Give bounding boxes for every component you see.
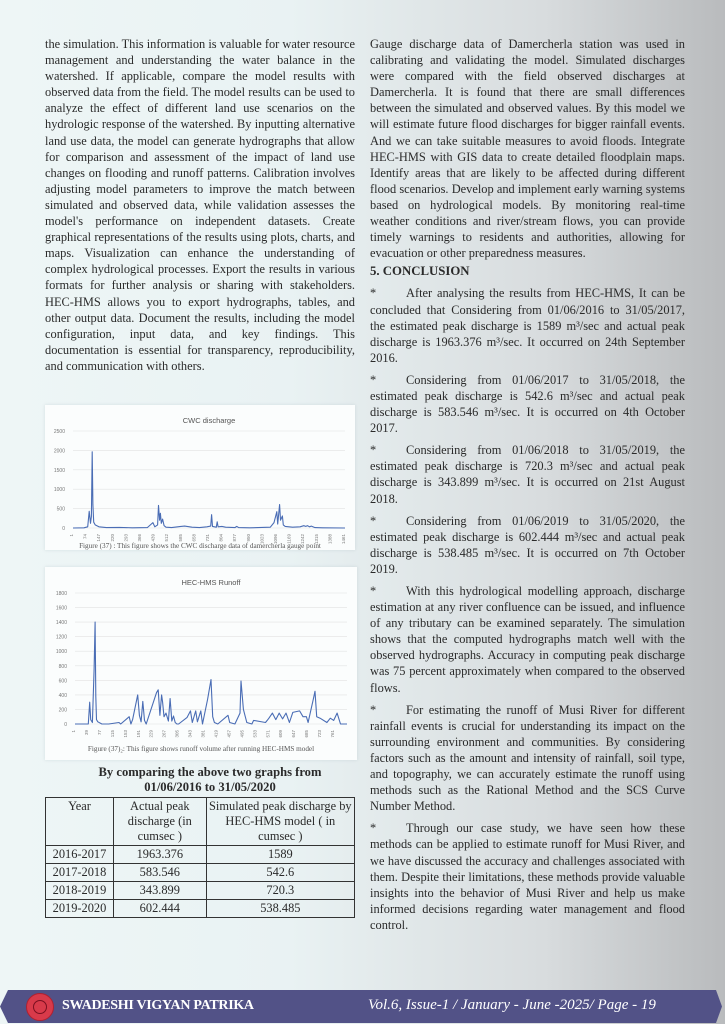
footer-banner: [0, 985, 725, 1018]
x-tick-label: 115: [109, 730, 115, 738]
x-tick-label: 366: [137, 534, 142, 542]
y-tick-label: 0: [62, 526, 65, 532]
x-tick-label: 950: [245, 534, 251, 542]
figure-caption: Figure (37)₂: This figure shows runoff volume after running HEC-HMS model: [87, 745, 315, 753]
figure-cwc-discharge: [45, 405, 355, 550]
cell-simulated: 538.485: [206, 900, 354, 918]
x-tick-label: 512: [164, 534, 170, 542]
x-tick-label: 804: [218, 534, 224, 542]
x-tick-label: 220: [109, 534, 115, 542]
table-title: [70, 765, 350, 795]
right-column: [370, 36, 685, 933]
left-column: [45, 36, 355, 374]
bullet-star-icon: *: [370, 443, 377, 458]
x-tick-label: 731: [205, 534, 210, 542]
bullet-star-icon: *: [370, 702, 377, 717]
x-tick-label: 267: [161, 730, 167, 738]
x-tick-label: 1388: [327, 534, 333, 545]
x-tick-label: 77: [96, 730, 102, 736]
x-tick-label: 229: [148, 730, 154, 738]
y-tick-label: 500: [56, 506, 65, 513]
y-tick-label: 200: [58, 707, 67, 714]
cell-year: 2018-2019: [46, 882, 114, 900]
intro-paragraph: Gauge discharge data of Damercherla station was used in calibrating and validating the model. Simulated discharges were compared with the field observed discharges at Damercherla. It is found that there are small differences between the simulated and observed values. By this model we will estimate future flood discharges for bigger rainfall events. And we can take suitable measures to avoid floods. Integrate HEC-HMS with GIS data to create detailed floodplain maps. Identify areas that are likely to be affected during different flood scenarios. Develop and implement early warning systems based on hydrological models. By monitoring real-time weather conditions and river/stream flows, you can provide timely warnings to residents and authorities, allowing for evacuation or other preparedness measures.: [370, 37, 685, 261]
y-tick-label: 1000: [53, 487, 65, 494]
cell-year: 2017-2018: [46, 864, 114, 882]
bullet-star-icon: *: [370, 286, 377, 301]
bullet-star-icon: *: [370, 513, 377, 528]
table-row: [46, 864, 355, 882]
y-tick-label: 1200: [55, 634, 67, 641]
x-tick-label: 419: [213, 730, 219, 738]
x-tick-label: 1: [69, 534, 74, 537]
x-tick-label: 723: [317, 730, 323, 738]
series-line: [75, 622, 347, 724]
x-tick-label: 343: [187, 730, 193, 738]
bullet-star-icon: *: [370, 372, 377, 387]
x-tick-label: 1315: [313, 534, 319, 545]
conclusion-bullet: [370, 583, 685, 696]
table-row: [46, 882, 355, 900]
bullet-text: Considering from 01/06/2019 to 31/05/2020, the estimated peak discharge is 602.444 m³/sec and actual peak discharge is 538.485 m³/sec. It is occurred on 7th October 2019.: [370, 513, 685, 576]
table-title-line1: By comparing the above two graphs from: [98, 765, 322, 779]
x-tick-label: 439: [150, 534, 156, 542]
chart-title: CWC discharge: [182, 416, 236, 425]
cell-year: 2019-2020: [46, 900, 114, 918]
cell-simulated: 542.6: [206, 864, 354, 882]
y-tick-label: 2500: [53, 429, 65, 435]
x-tick-label: 533: [252, 730, 258, 738]
cell-year: 2016-2017: [46, 846, 114, 864]
bullet-text: Through our case study, we have seen how these methods can be applied to estimate runoff for Musi River, and we have discussed the accuracy and challenges associated with them. Despite their limitations, these methods provide valuable insights into the behavior of Musi River and help us make informed decisions regarding water management and flood control.: [370, 821, 685, 932]
bullet-text: With this hydrological modelling approach, discharge estimation at any river confluence can be issued, and influence of any tributary can be examined separately. The simulation shows that the computed hydrographs match well with the observed hydrographs. Accuracy in computing peak discharge was 75 percent approximately when compared to the observed flows.: [370, 584, 685, 695]
x-tick-label: 1023: [259, 534, 265, 545]
issue-info: Vol.6, Issue-1 / January - June -2025/ Page - 19: [368, 997, 656, 1013]
x-tick-label: 495: [239, 730, 245, 738]
bullet-star-icon: *: [370, 584, 377, 598]
figure-caption: Figure (37) : This figure shows the CWC discharge data of damercherla gauge point: [79, 542, 321, 550]
y-tick-label: 1800: [55, 591, 67, 597]
series-line: [73, 452, 345, 528]
bullet-text: For estimating the runoff of Musi River for different rainfall events is crucial for understanding its impact on the surrounding environment and communities. By considering factors such as the amount and intensity of rainfall, soil type, and topography, we can accurately estimate the runoff using methods such as the Rational Method and the SCS Curve Number Method.: [370, 702, 685, 814]
peak-discharge-table: [45, 797, 355, 918]
x-tick-label: 571: [265, 730, 271, 738]
section-heading: 5. CONCLUSION: [370, 264, 470, 279]
hec-hms-runoff-chart: [45, 567, 357, 747]
x-tick-label: 1096: [273, 534, 278, 545]
x-tick-label: 381: [200, 730, 206, 738]
x-tick-label: 457: [226, 730, 232, 738]
bullet-text: After analysing the results from HEC-HMS, It can be concluded that Considering from 01/06/2016 to 31/05/2017, the estimated peak discharge is 1589 m³/sec and actual peak discharge is 1963.376 m³/sec. It occurred on 24th September 2016.: [370, 286, 685, 365]
cwc-discharge-chart: [45, 405, 355, 545]
bullet-text: Considering from 01/06/2017 to 31/05/2018, the estimated peak discharge is 542.6 m³/sec and actual peak discharge is 583.546 m³/sec. It is occurred on 4th October 2017.: [370, 372, 685, 436]
x-tick-label: 191: [135, 730, 141, 738]
table-row: [46, 900, 355, 918]
cell-simulated: 720.3: [206, 882, 354, 900]
y-tick-label: 400: [58, 692, 67, 699]
x-tick-label: 658: [191, 534, 197, 542]
conclusion-bullet: [370, 820, 685, 933]
y-tick-label: 2000: [53, 448, 65, 455]
chart-title: HEC-HMS Runoff: [181, 578, 241, 587]
cell-actual: 583.546: [113, 864, 206, 882]
journal-name: SWADESHI VIGYAN PATRIKA: [62, 998, 254, 1013]
cell-actual: 343.899: [113, 882, 206, 900]
cell-actual: 1963.376: [113, 846, 206, 864]
conclusion-bullet: [370, 513, 685, 577]
bullet-star-icon: *: [370, 821, 377, 836]
x-tick-label: 39: [83, 730, 89, 736]
table-row: [46, 846, 355, 864]
cell-simulated: 1589: [206, 846, 354, 864]
x-tick-label: 647: [291, 730, 297, 738]
x-tick-label: 1461: [341, 534, 346, 545]
y-tick-label: 1500: [53, 467, 65, 474]
conclusion-bullet: [370, 442, 685, 506]
header-year: Year: [46, 798, 114, 846]
journal-logo-icon: [26, 993, 54, 1021]
x-tick-label: 153: [122, 730, 128, 738]
x-tick-label: 147: [96, 534, 102, 542]
y-tick-label: 1000: [55, 649, 67, 656]
y-tick-label: 600: [58, 678, 67, 685]
x-tick-label: 1: [71, 730, 76, 733]
y-tick-label: 1600: [55, 605, 67, 612]
header-simulated: Simulated peak discharge by HEC-HMS model ( in cumsec ): [206, 798, 354, 846]
table-title-line2: 01/06/2016 to 31/05/2020: [144, 780, 276, 794]
x-tick-label: 1242: [300, 534, 306, 545]
x-tick-label: 293: [123, 534, 129, 542]
header-actual: Actual peak discharge (in cumsec ): [113, 798, 206, 846]
x-tick-label: 685: [304, 730, 310, 738]
x-tick-label: 609: [278, 730, 284, 738]
x-tick-label: 585: [177, 534, 183, 542]
conclusion-bullet: [370, 372, 685, 436]
y-tick-label: 1400: [55, 620, 67, 627]
y-tick-label: 0: [64, 722, 67, 728]
x-tick-label: 877: [232, 534, 238, 542]
conclusion-bullet: [370, 702, 685, 815]
x-tick-label: 761: [330, 730, 336, 738]
x-tick-label: 305: [174, 730, 180, 738]
x-tick-label: 1169: [286, 534, 292, 544]
cell-actual: 602.444: [113, 900, 206, 918]
bullet-text: Considering from 01/06/2018 to 31/05/2019, the estimated peak discharge is 720.3 m³/sec and actual peak discharge is 343.899 m³/sec. It is occurred on 21st August 2018.: [370, 443, 685, 506]
conclusion-bullet: [370, 285, 685, 365]
table-header-row: [46, 798, 355, 846]
x-tick-label: 74: [82, 534, 88, 540]
body-paragraph: the simulation. This information is valuable for water resource management and understanding the water balance in the watershed. If applicable, compare the model results with observed data from the field. The model results can be used to analyze the effect of different land use scenarios on the hydrologic response of the watershed. By inputting alternative land use data, the model can generate hydrographs that allow for comparison and assessment of the impact of land use changes on flooding and runoff patterns. Calibration involves adjusting model parameters to improve the match between simulated and observed data, while validation assesses the model's performance on independent datasets. Create graphical representations of the results using plots, charts, and maps. Visualization can enhance the understanding of complex hydrological processes. Export the results in various formats for further analysis or sharing with stakeholders. HEC-HMS allows you to export hydrographs, tables, and other output data. Document the results, including the model configuration, input data, and key findings. This documentation is essential for transparency, reproducibility, and communication with others.: [45, 37, 355, 373]
y-tick-label: 800: [58, 663, 67, 670]
figure-hec-hms-runoff: [45, 567, 357, 760]
